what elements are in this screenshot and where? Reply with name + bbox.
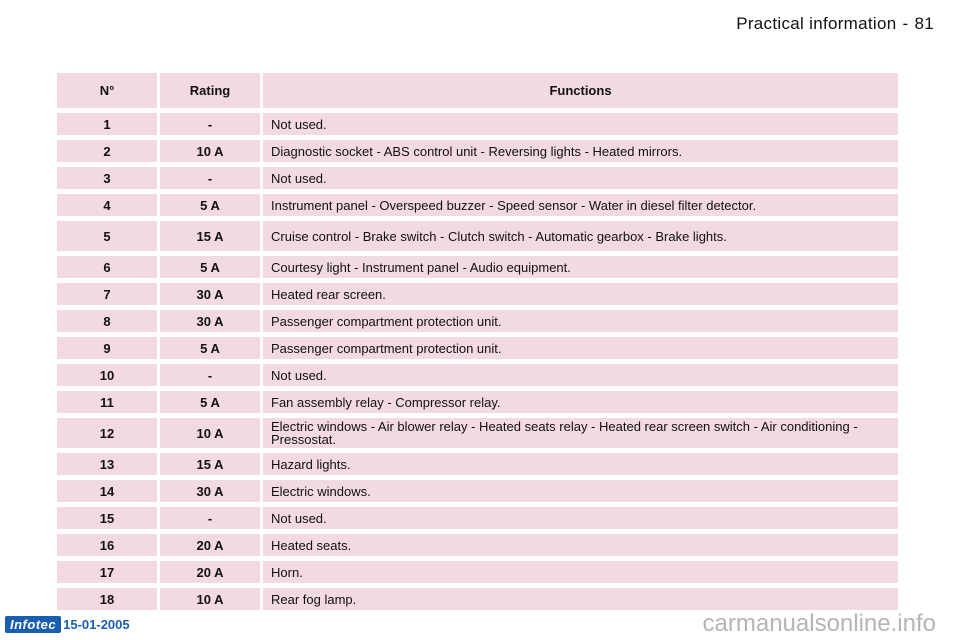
fuse-number: 3: [57, 167, 157, 189]
fuse-function: Instrument panel - Overspeed buzzer - Speed sensor - Water in diesel filter detector.: [263, 194, 898, 216]
fuse-function: Heated seats.: [263, 534, 898, 556]
table-row: [57, 256, 898, 278]
footer-date: 15-01-2005: [63, 617, 130, 632]
table-row: [57, 140, 898, 162]
fuse-function: Courtesy light - Instrument panel - Audio equipment.: [263, 256, 898, 278]
table-row: [57, 507, 898, 529]
fuse-function: Cruise control - Brake switch - Clutch switch - Automatic gearbox - Brake lights.: [263, 221, 898, 251]
fuse-rating: -: [160, 113, 260, 135]
table-row: [57, 221, 898, 251]
fuse-number: 17: [57, 561, 157, 583]
page-header: [736, 14, 934, 34]
fuse-function: Electric windows - Air blower relay - Heated seats relay - Heated rear screen switch - Air conditioning - Pressostat.: [263, 418, 898, 448]
fuse-number: 8: [57, 310, 157, 332]
fuse-rating: 5 A: [160, 256, 260, 278]
table-row: [57, 480, 898, 502]
fuse-function: Electric windows.: [263, 480, 898, 502]
page-number: 81: [914, 14, 934, 33]
table-row: [57, 453, 898, 475]
fuse-function: Not used.: [263, 364, 898, 386]
fuse-function: Heated rear screen.: [263, 283, 898, 305]
fuse-number: 11: [57, 391, 157, 413]
table-row: [57, 310, 898, 332]
fuse-rating: 10 A: [160, 418, 260, 448]
fuse-rating: 5 A: [160, 391, 260, 413]
table-row: [57, 534, 898, 556]
fuse-number: 16: [57, 534, 157, 556]
fuse-number: 6: [57, 256, 157, 278]
fuse-rating: 5 A: [160, 194, 260, 216]
fuse-rating: 30 A: [160, 480, 260, 502]
fuse-rating: 20 A: [160, 561, 260, 583]
fuse-rating: 30 A: [160, 310, 260, 332]
fuse-function: Not used.: [263, 167, 898, 189]
fuse-number: 2: [57, 140, 157, 162]
footer: [5, 616, 130, 633]
fuse-number: 13: [57, 453, 157, 475]
fuse-number: 15: [57, 507, 157, 529]
page-title: Practical information: [736, 14, 897, 33]
fuse-rating: 5 A: [160, 337, 260, 359]
column-header-functions: Functions: [263, 73, 898, 108]
fuse-function: Passenger compartment protection unit.: [263, 310, 898, 332]
table-row: [57, 588, 898, 610]
fuse-rating: 20 A: [160, 534, 260, 556]
table-row: [57, 167, 898, 189]
table-row: [57, 283, 898, 305]
fuse-number: 12: [57, 418, 157, 448]
fuse-function: Diagnostic socket - ABS control unit - Reversing lights - Heated mirrors.: [263, 140, 898, 162]
fuse-rating: 10 A: [160, 588, 260, 610]
table-row: [57, 194, 898, 216]
fuse-rating: 30 A: [160, 283, 260, 305]
fuse-number: 18: [57, 588, 157, 610]
table-row: [57, 337, 898, 359]
fuse-function: Rear fog lamp.: [263, 588, 898, 610]
fuse-function: Not used.: [263, 113, 898, 135]
table-row: [57, 418, 898, 448]
fuse-number: 4: [57, 194, 157, 216]
fuse-rating: 10 A: [160, 140, 260, 162]
fuse-function: Not used.: [263, 507, 898, 529]
fuse-table-body: [57, 113, 898, 610]
table-header-row: [57, 73, 898, 108]
fuse-rating: -: [160, 167, 260, 189]
fuse-rating: 15 A: [160, 221, 260, 251]
fuse-number: 7: [57, 283, 157, 305]
fuse-rating: 15 A: [160, 453, 260, 475]
fuse-function: Horn.: [263, 561, 898, 583]
table-row: [57, 561, 898, 583]
fuse-function: Passenger compartment protection unit.: [263, 337, 898, 359]
table-row: [57, 113, 898, 135]
fuse-rating: -: [160, 507, 260, 529]
fuse-number: 5: [57, 221, 157, 251]
fuse-number: 10: [57, 364, 157, 386]
fuse-table: [54, 68, 901, 615]
fuse-number: 9: [57, 337, 157, 359]
table-row: [57, 364, 898, 386]
column-header-rating: Rating: [160, 73, 260, 108]
table-row: [57, 391, 898, 413]
fuse-number: 14: [57, 480, 157, 502]
watermark: carmanualsonline.info: [702, 610, 936, 637]
fuse-number: 1: [57, 113, 157, 135]
column-header-number: N°: [57, 73, 157, 108]
infotec-logo: Infotec: [5, 616, 61, 633]
fuse-function: Fan assembly relay - Compressor relay.: [263, 391, 898, 413]
fuse-function: Hazard lights.: [263, 453, 898, 475]
header-separator: -: [902, 14, 909, 33]
fuse-rating: -: [160, 364, 260, 386]
